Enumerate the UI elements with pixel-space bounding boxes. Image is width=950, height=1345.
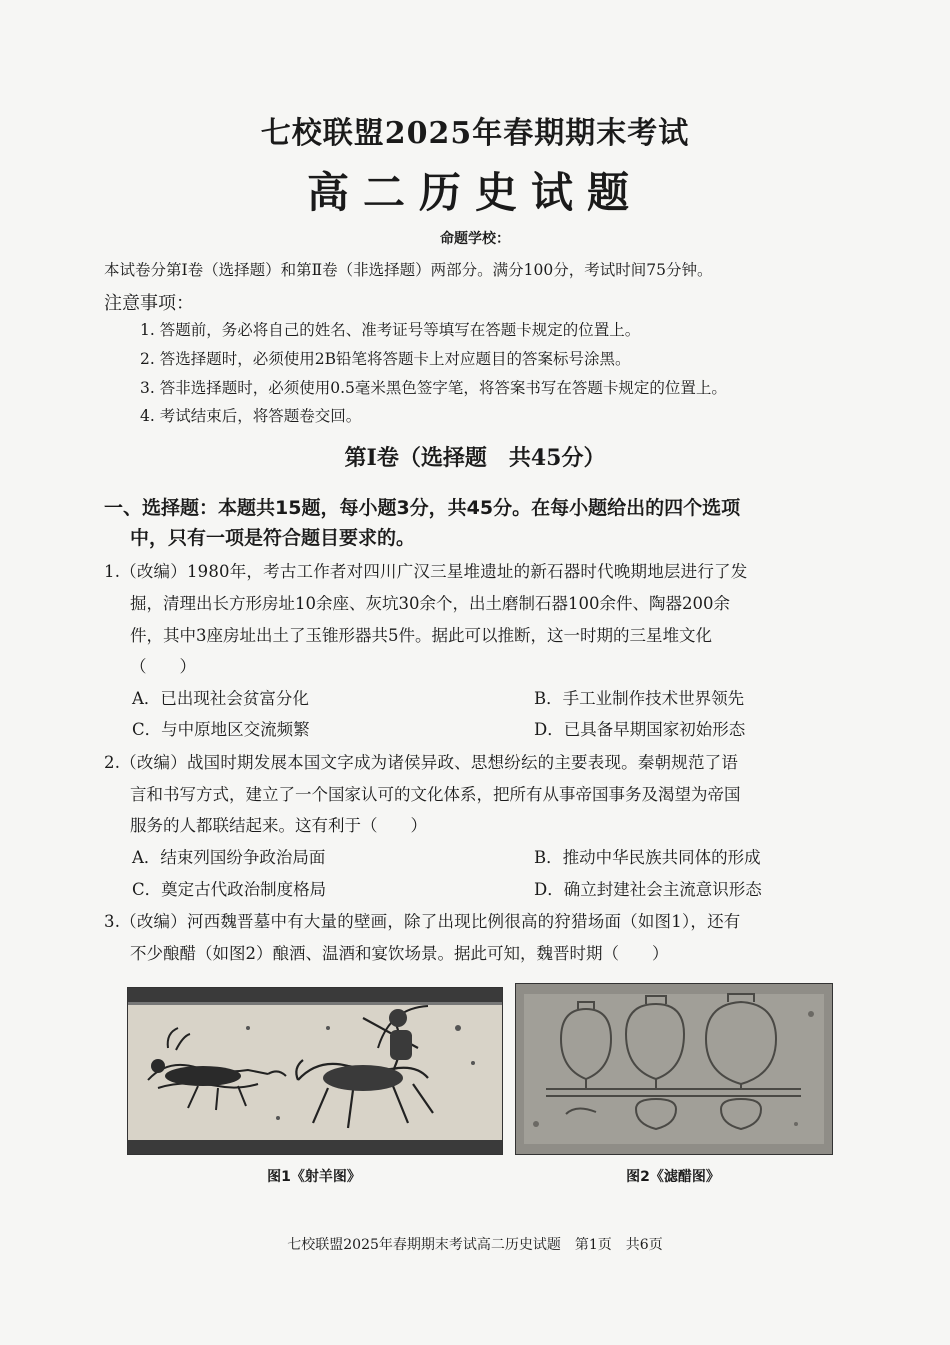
notice-item: 1. 答题前，务必将自己的姓名、准考证号等填写在答题卡规定的位置上。: [140, 321, 641, 339]
question-1-option-b[interactable]: B．手工业制作技术世界领先: [534, 689, 745, 708]
notice-item: 4. 考试结束后，将答题卷交回。: [140, 407, 362, 425]
figure-1-caption: 图1《射羊图》: [267, 1169, 361, 1185]
notice-heading: 注意事项：: [104, 293, 194, 314]
question-1-option-c[interactable]: C．与中原地区交流频繁: [132, 720, 310, 739]
question-2-option-d[interactable]: D．确立封建社会主流意识形态: [534, 880, 762, 899]
question-1-text: 件，其中3座房址出土了玉锥形器共5件。据此可以推断，这一时期的三星堆文化: [130, 626, 712, 645]
mural-vinegar-jars-image: [515, 983, 833, 1155]
school-label: 命题学校：: [440, 231, 510, 247]
mural-hunting-drawing: [128, 988, 502, 1154]
question-1-text: 1.（改编）1980年，考古工作者对四川广汉三星堆遗址的新石器时代晚期地层进行了发: [104, 562, 748, 581]
notice-item: 2. 答选择题时，必须使用2B铅笔将答题卡上对应题目的答案标号涂黑。: [140, 350, 631, 368]
page-footer: 七校联盟2025年春期期末考试高二历史试题 第1页 共6页: [287, 1237, 663, 1253]
exam-intro: 本试卷分第Ⅰ卷（选择题）和第Ⅱ卷（非选择题）两部分。满分100分，考试时间75分钟。: [104, 261, 713, 279]
question-3-text: 3.（改编）河西魏晋墓中有大量的壁画，除了出现比例很高的狩猎场面（如图1），还有: [104, 912, 741, 931]
question-1-option-a[interactable]: A．已出现社会贫富分化: [132, 689, 309, 708]
notice-item: 3. 答非选择题时，必须使用0.5毫米黑色签字笔，将答案书写在答题卡规定的位置上。: [140, 379, 727, 397]
question-2-option-c[interactable]: C．奠定古代政治制度格局: [132, 880, 327, 899]
question-3-text: 不少酿醋（如图2）酿酒、温酒和宴饮场景。据此可知，魏晋时期（ ）: [130, 944, 669, 963]
question-2-text: 2.（改编）战国时期发展本国文字成为诸侯异政、思想纷纭的主要表现。秦朝规范了语: [104, 753, 739, 772]
exam-title: 七校联盟2025年春期期末考试: [260, 116, 690, 151]
part-instructions: 一、选择题：本题共15题，每小题3分，共45分。在每小题给出的四个选项: [104, 497, 741, 519]
question-1-text: 掘，清理出长方形房址10余座、灰坑30余个，出土磨制石器100余件、陶器200余: [130, 594, 730, 613]
part-instructions-cont: 中，只有一项是符合题目要求的。: [130, 527, 416, 549]
subject-title: 高二历史试题: [306, 168, 643, 217]
question-2-option-a[interactable]: A．结束列国纷争政治局面: [132, 848, 326, 867]
question-2-text: 言和书写方式，建立了一个国家认可的文化体系，把所有从事帝国事务及渴望为帝国: [130, 785, 741, 804]
question-1-blank: （ ）: [130, 657, 196, 676]
question-1-option-d[interactable]: D．已具备早期国家初始形态: [534, 720, 746, 739]
mural-vinegar-drawing: [516, 984, 832, 1154]
question-2-text: 服务的人都联结起来。这有利于（ ）: [130, 816, 427, 835]
figure-2-caption: 图2《滤醋图》: [626, 1169, 720, 1185]
question-2-option-b[interactable]: B．推动中华民族共同体的形成: [534, 848, 761, 867]
section-heading: 第Ⅰ卷（选择题 共45分）: [344, 445, 606, 471]
mural-hunting-image: [127, 987, 503, 1155]
